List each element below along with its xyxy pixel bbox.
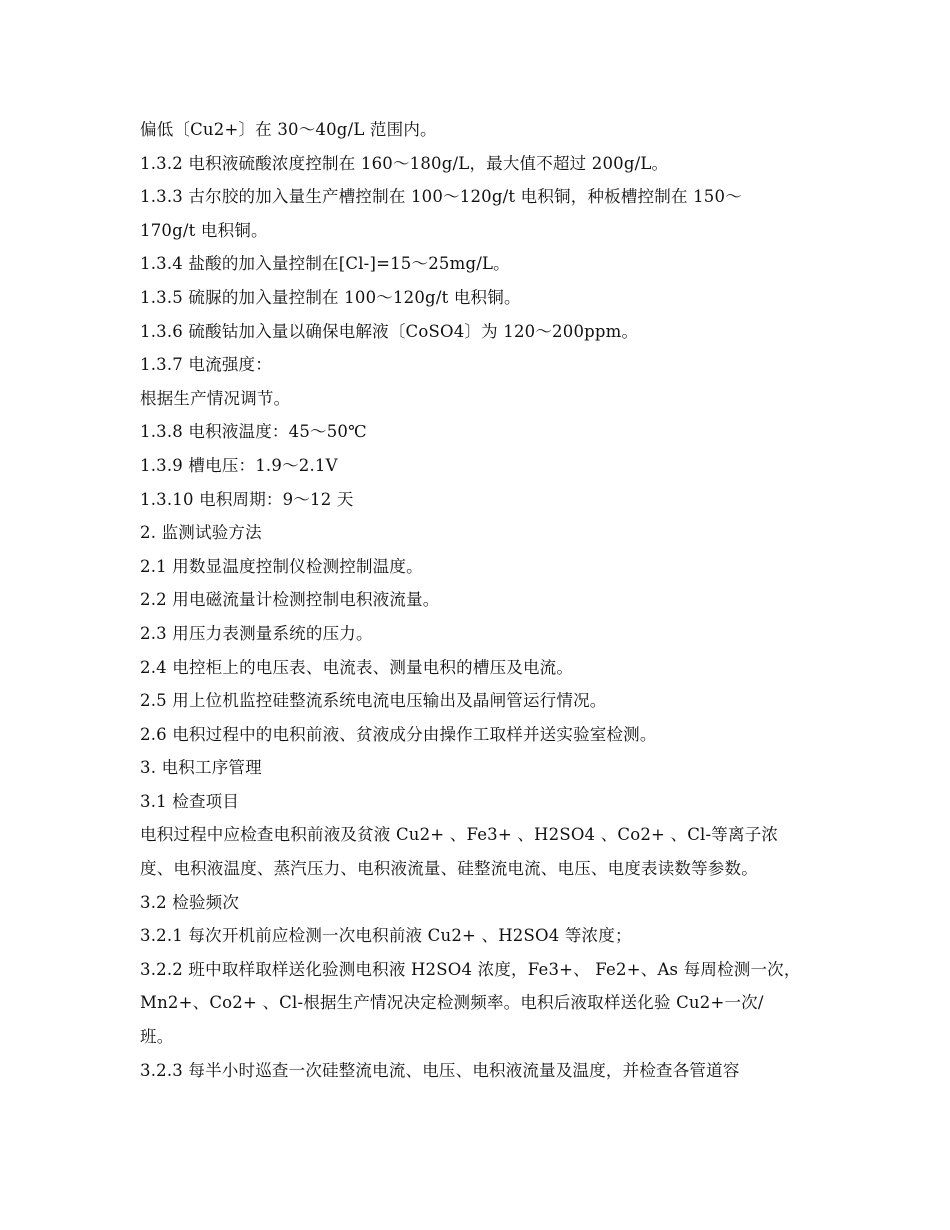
- text-line: 3.2.1 每次开机前应检测一次电积前液 Cu2+ 、H2SO4 等浓度；: [140, 926, 632, 946]
- text-line: 1.3.7 电流强度：: [140, 355, 272, 375]
- text-line: 1.3.5 硫脲的加入量控制在 100～120g/t 电积铜。: [140, 287, 521, 307]
- text-line: 1.3.8 电积液温度：45～50℃: [140, 422, 367, 442]
- text-line: 偏低〔Cu2+〕在 30～40g/L 范围内。: [140, 120, 437, 139]
- text-line: 班。: [140, 1027, 174, 1047]
- text-line: 2.4 电控柜上的电压表、电流表、测量电积的槽压及电流。: [140, 657, 574, 677]
- text-line: 3.2.3 每半小时巡查一次硅整流电流、电压、电积液流量及温度，并检查各管道容: [140, 1060, 740, 1080]
- text-line: 1.3.6 硫酸钴加入量以确保电解液〔CoSO4〕为 120～200ppm。: [140, 321, 639, 341]
- document-body: [140, 113, 830, 1087]
- section-heading: 3. 电积工序管理: [140, 758, 262, 778]
- text-line: 2.2 用电磁流量计检测控制电积液流量。: [140, 590, 440, 610]
- text-line: 度、电积液温度、蒸汽压力、电积液流量、硅整流电流、电压、电度表读数等参数。: [140, 859, 758, 879]
- text-line: 170g/t 电积铜。: [140, 220, 268, 240]
- text-line: 电积过程中应检查电积前液及贫液 Cu2+ 、Fe3+ 、H2SO4 、Co2+ 、Cl-等离子浓: [140, 825, 779, 845]
- subsection-heading: 3.2 检验频次: [140, 892, 240, 912]
- text-line: 1.3.9 槽电压：1.9～2.1V: [140, 455, 338, 475]
- text-line: 1.3.2 电积液硫酸浓度控制在 160～180g/L，最大值不超过 200g/L。: [140, 153, 669, 173]
- subsection-heading: 3.1 检查项目: [140, 791, 240, 811]
- text-line: 1.3.4 盐酸的加入量控制在[Cl-]=15～25mg/L。: [140, 254, 510, 274]
- text-line: 1.3.3 古尔胶的加入量生产槽控制在 100～120g/t 电积铜，种板槽控制在 150～: [140, 187, 742, 207]
- text-line: 3.2.2 班中取样取样送化验测电积液 H2SO4 浓度，Fe3+、 Fe2+、As 每周检测一次，: [140, 959, 801, 979]
- text-line: Mn2+、Co2+ 、Cl-根据生产情况决定检测频率。电积后液取样送化验 Cu2+一次/: [140, 993, 764, 1013]
- text-line: 2.1 用数显温度控制仪检测控制温度。: [140, 556, 423, 576]
- text-line: 2.6 电积过程中的电积前液、贫液成分由操作工取样并送实验室检测。: [140, 724, 657, 744]
- text-line: 2.5 用上位机监控硅整流系统电流电压输出及晶闸管运行情况。: [140, 691, 607, 711]
- section-heading: 2. 监测试验方法: [140, 523, 262, 543]
- text-line: 2.3 用压力表测量系统的压力。: [140, 623, 373, 643]
- text-line: 根据生产情况调节。: [140, 388, 291, 408]
- text-line: 1.3.10 电积周期：9～12 天: [140, 489, 354, 509]
